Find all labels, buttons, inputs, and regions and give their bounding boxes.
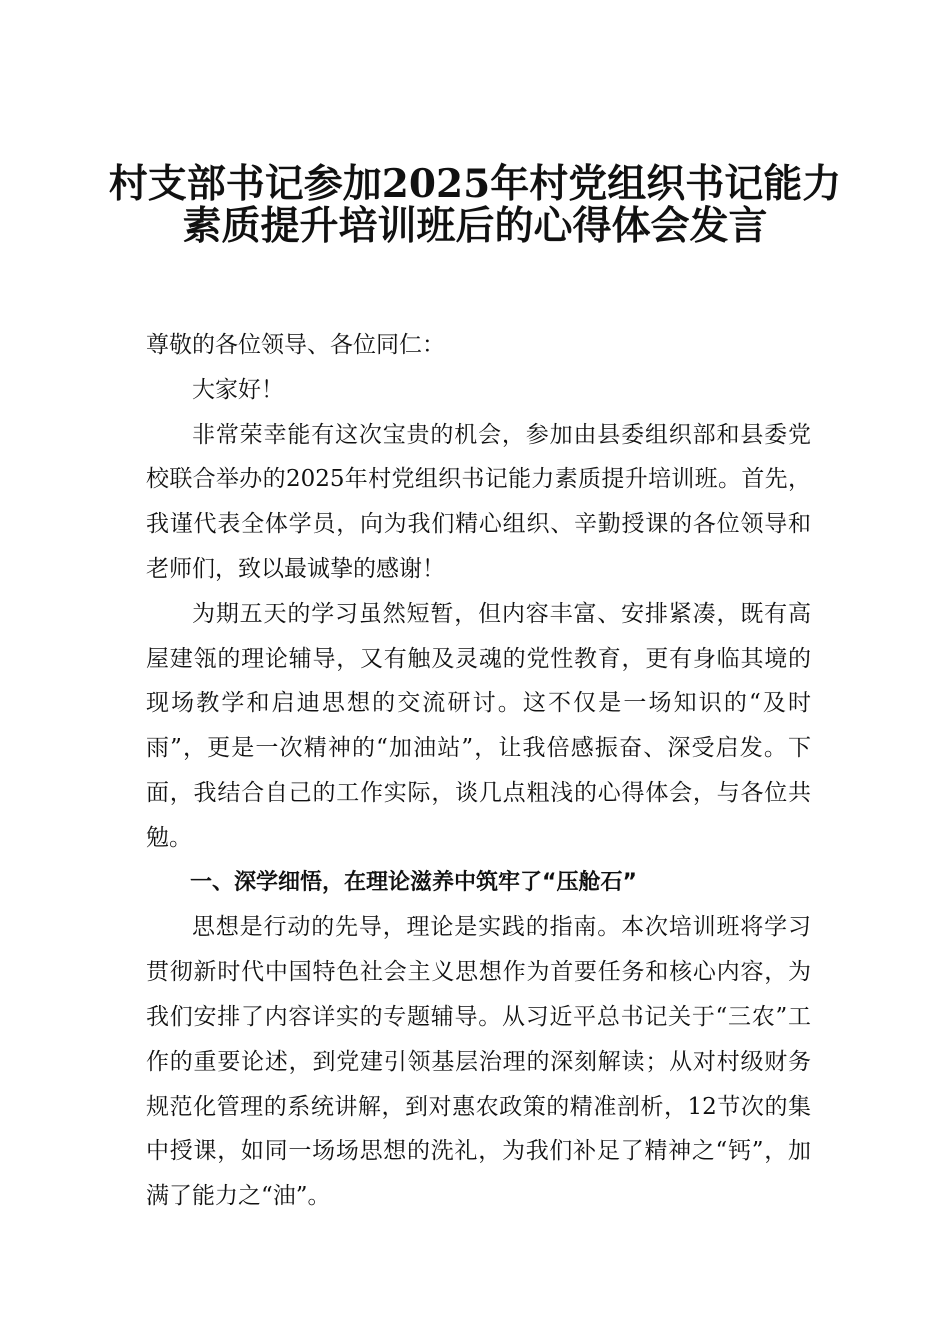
body-paragraph-2: 为期五天的学习虽然短暂，但内容丰富、安排紧凑，既有高屋建瓴的理论辅导，又有触及灵魂的党性教育，更有身临其境的现场教学和启迪思想的交流研讨。这不仅是一场知识的“及时雨”，更是一次精神的“加油站”，让我倍感振奋、深受启发。下面，我结合自己的工作实际，谈几点粗浅的心得体会，与各位共勉。 <box>146 600 811 851</box>
greeting: 大家好！ <box>192 376 284 403</box>
body-paragraph-1: 非常荣幸能有这次宝贵的机会，参加由县委组织部和县委党校联合举办的2025年村党组织书记能力素质提升培训班。首先，我谨代表全体学员，向为我们精心组织、辛勤授课的各位领导和老师们，致以最诚挚的感谢！ <box>146 421 811 582</box>
section-heading-1: 一、深学细悟，在理论滋养中筑牢了“压舱石” <box>190 869 637 895</box>
document-title-line-1: 村支部书记参加2025年村党组织书记能力 <box>108 161 842 207</box>
section-paragraph-1: 思想是行动的先导，理论是实践的指南。本次培训班将学习贯彻新时代中国特色社会主义思想作为首要任务和核心内容，为我们安排了内容详实的专题辅导。从习近平总书记关于“三农”工作的重要论述，到党建引领基层治理的深刻解读；从对村级财务规范化管理的系统讲解，到对惠农政策的精准剖析，12节次的集中授课，如同一场场思想的洗礼，为我们补足了精神之“钙”，加满了能力之“油”。 <box>146 914 811 1210</box>
salutation: 尊敬的各位领导、各位同仁： <box>146 332 445 358</box>
document-body <box>146 323 811 1219</box>
document-title-line-2: 素质提升培训班后的心得体会发言 <box>182 203 768 249</box>
